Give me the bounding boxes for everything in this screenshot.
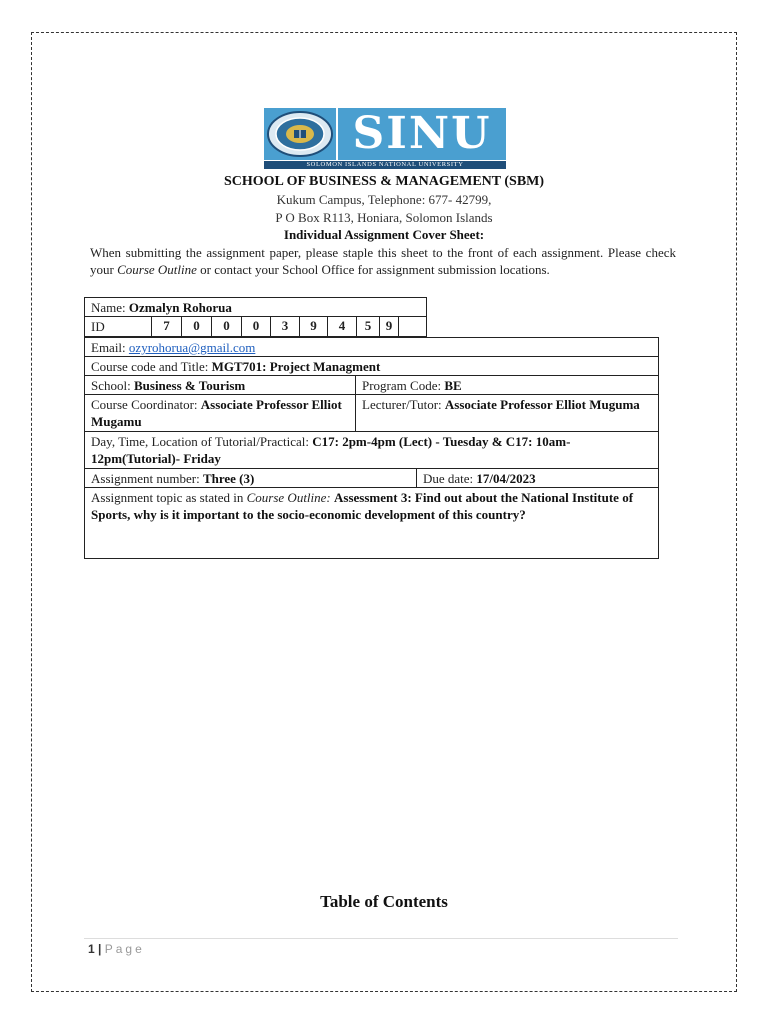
address-line-2: P O Box R113, Honiara, Solomon Islands [275,210,493,225]
due-date-field [417,470,542,487]
due-date-label: Due date: [423,471,477,486]
lecturer-label: Lecturer/Tutor: [362,397,445,412]
lecturer-name: Associate Professor Elliot Muguma [444,397,640,412]
footer-separator: | [98,942,102,956]
id-digit-5: 3 [270,317,299,336]
due-date: 17/04/2023 [476,471,536,486]
email-row [84,337,659,357]
schedule-field [85,433,660,467]
schedule-row [84,431,659,469]
lecturer-field [356,396,656,413]
id-digit-8: 5 [356,317,379,336]
coordinator-label: Course Coordinator: [91,397,201,412]
logo-wordmark: SINU [338,108,506,160]
program-label: Program Code: [362,378,445,393]
name-row [84,297,427,317]
topic-field [85,489,660,523]
instructions-course-outline: Course Outline [117,262,197,277]
email-label: Email: [91,340,129,355]
school-name: Business & Tourism [133,378,246,393]
email-field [85,339,261,356]
assignment-number: Three (3) [202,471,255,486]
table-of-contents-heading: Table of Contents [320,892,448,911]
staff-row [84,394,659,432]
page-number: 1 [88,942,95,956]
id-digit-3: 0 [211,317,241,336]
footer-divider [84,938,678,939]
id-digit-6: 9 [299,317,327,336]
id-digit-2: 0 [181,317,211,336]
id-row [84,316,427,337]
address-line-1: Kukum Campus, Telephone: 677- 42799, [276,192,492,207]
university-seal-icon [264,108,336,160]
schedule-value: C17: 2pm-4pm (Lect) - Tuesday & C17: 10am-12pm(Tutorial)- Friday [91,434,571,466]
id-digit-7: 4 [327,317,356,336]
school-program-row [84,375,659,395]
coordinator-field [85,396,355,430]
program-field [356,377,468,394]
id-digit-blank [398,317,426,336]
id-digit-9: 9 [379,317,398,336]
name-label: Name: [91,300,129,315]
coordinator-name: Associate Professor Elliot Mugamu [91,397,342,429]
school-title: SCHOOL OF BUSINESS & MANAGEMENT (SBM) [223,174,545,189]
course-row [84,356,659,376]
instructions-text-1: When submitting the assignment paper, please staple this sheet to the front of each assignment. Please check your [90,245,676,277]
page-footer [88,942,145,956]
logo-tagline: SOLOMON ISLANDS NATIONAL UNIVERSITY [264,161,506,169]
topic-row [84,487,659,559]
course-title: MGT701: Project Managment [211,359,381,374]
instructions-text-2: or contact your School Office for assignment submission locations. [196,262,550,277]
school-field [85,377,355,394]
student-name: Ozmalyn Rohorua [128,300,232,315]
email-link[interactable]: ozyrohorua@gmail.com [128,340,256,355]
cover-sheet-title: Individual Assignment Cover Sheet: [283,227,485,242]
submission-instructions [90,244,676,278]
name-field [85,299,238,316]
assignment-topic: Assessment 3: Find out about the National Institute of Sports, why is it important to the socio-economic development of this country? [91,490,634,522]
page-word: Page [104,942,145,956]
id-label: ID [91,319,105,334]
assignment-number-label: Assignment number: [91,471,203,486]
sinu-logo [264,108,506,169]
topic-label: Assignment topic as stated in [91,490,247,505]
schedule-label: Day, Time, Location of Tutorial/Practical: [91,434,313,449]
program-code: BE [444,378,462,393]
school-label: School: [91,378,134,393]
assignment-due-row [84,468,659,488]
id-digit-1: 7 [151,317,181,336]
course-field [85,358,386,375]
course-label: Course code and Title: [91,359,212,374]
assignment-number-field [85,470,416,487]
id-digit-4: 0 [241,317,270,336]
topic-course-outline: Course Outline: [246,490,331,505]
